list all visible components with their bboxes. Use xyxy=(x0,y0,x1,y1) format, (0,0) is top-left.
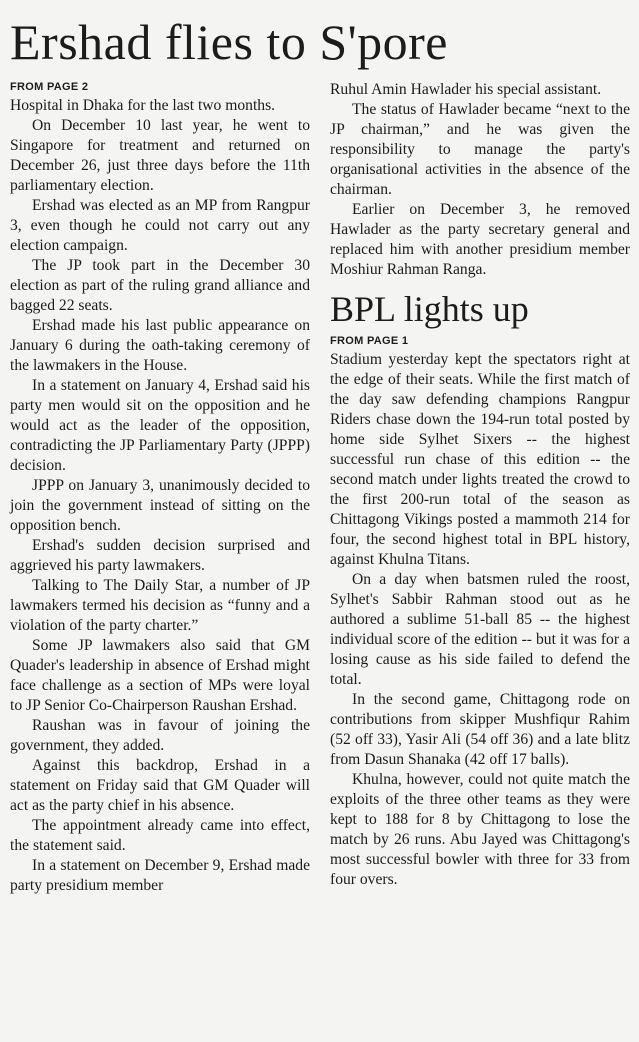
story2-kicker: FROM PAGE 1 xyxy=(330,335,409,347)
story1-paragraph: Raushan was in favour of joining the government, they added. xyxy=(10,717,310,754)
right-column xyxy=(330,80,630,890)
story1-column xyxy=(10,76,310,896)
story1-paragraph: In a statement on January 4, Ershad said his party men would sit on the opposition and he would act as the leader of the opposition, contradicting the JP Parliamentary Party (JPPP) decision. xyxy=(10,377,310,474)
story1-paragraph: On December 10 last year, he went to Singapore for treatment and returned on December 26, just three days before the 11th parliamentary election. xyxy=(10,117,310,194)
story1-kicker: FROM PAGE 2 xyxy=(10,81,89,93)
story1-paragraph: Ershad was elected as an MP from Rangpur 3, even though he could not carry out any election campaign. xyxy=(10,197,310,254)
story1-paragraph: The JP took part in the December 30 election as part of the ruling grand alliance and bagged 22 seats. xyxy=(10,257,310,314)
story2-headline: BPL lights up xyxy=(330,289,529,329)
story2-paragraph: In the second game, Chittagong rode on contributions from skipper Mushfiqur Rahim (52 off 33), Yasir Ali (54 off 36) and a late blitz from Dasun Shanaka (42 off 17 balls). xyxy=(330,691,630,768)
story1-continued-paragraph: Earlier on December 3, he removed Hawlader as the party secretary general and replaced him with another presidium member Moshiur Rahman Ranga. xyxy=(330,201,630,278)
story1-paragraph: In a statement on December 9, Ershad made party presidium member xyxy=(10,857,310,894)
story1-paragraph: Some JP lawmakers also said that GM Quader's leadership in absence of Ershad might face challenge as a section of MPs were loyal to JP Senior Co-Chairperson Raushan Ershad. xyxy=(10,637,310,714)
story2-paragraph: Khulna, however, could not quite match the exploits of the three other teams as they were kept to 188 for 8 by Chittagong to lose the match by 26 runs. Abu Jayed was Chittagong's most successful bowler with three for 33 from four overs. xyxy=(330,771,630,888)
story1-continued-paragraph: Ruhul Amin Hawlader his special assistant. xyxy=(330,81,602,98)
story1-continued-paragraph: The status of Hawlader became “next to the JP chairman,” and he was given the responsibility to manage the party's organisational activities in the absence of the chairman. xyxy=(330,101,630,198)
story1-headline: Ershad flies to S'pore xyxy=(10,14,448,70)
story1-paragraph: Hospital in Dhaka for the last two months. xyxy=(10,97,276,114)
story1-paragraph: Ershad's sudden decision surprised and aggrieved his party lawmakers. xyxy=(10,537,310,574)
story2-paragraph: Stadium yesterday kept the spectators right at the edge of their seats. While the first match of the day saw defending champions Rangpur Riders chase down the 194-run total posted by home side Sylhet Sixers -- the highest successful run chase of this edition -- the second match under lights treated the crowd to the first 200-run total of the season as Chittagong Vikings posted a mammoth 214 for four, the second highest total in BPL history, against Khulna Titans. xyxy=(330,351,630,568)
story2-paragraph: On a day when batsmen ruled the roost, Sylhet's Sabbir Rahman stood out as he authored a sublime 51-ball 85 -- the highest individual score of the edition -- but it was for a losing cause as his side failed to defend the total. xyxy=(330,571,630,688)
story1-paragraph: Talking to The Daily Star, a number of JP lawmakers termed his decision as “funny and a violation of the party charter.” xyxy=(10,577,310,634)
story1-paragraph: Ershad made his last public appearance on January 6 during the oath-taking ceremony of the lawmakers in the House. xyxy=(10,317,310,374)
story1-paragraph: JPPP on January 3, unanimously decided to join the government instead of sitting on the opposition bench. xyxy=(10,477,310,534)
story1-paragraph: The appointment already came into effect, the statement said. xyxy=(10,817,310,854)
story1-paragraph: Against this backdrop, Ershad in a statement on Friday said that GM Quader will act as the party chief in his absence. xyxy=(10,757,310,814)
